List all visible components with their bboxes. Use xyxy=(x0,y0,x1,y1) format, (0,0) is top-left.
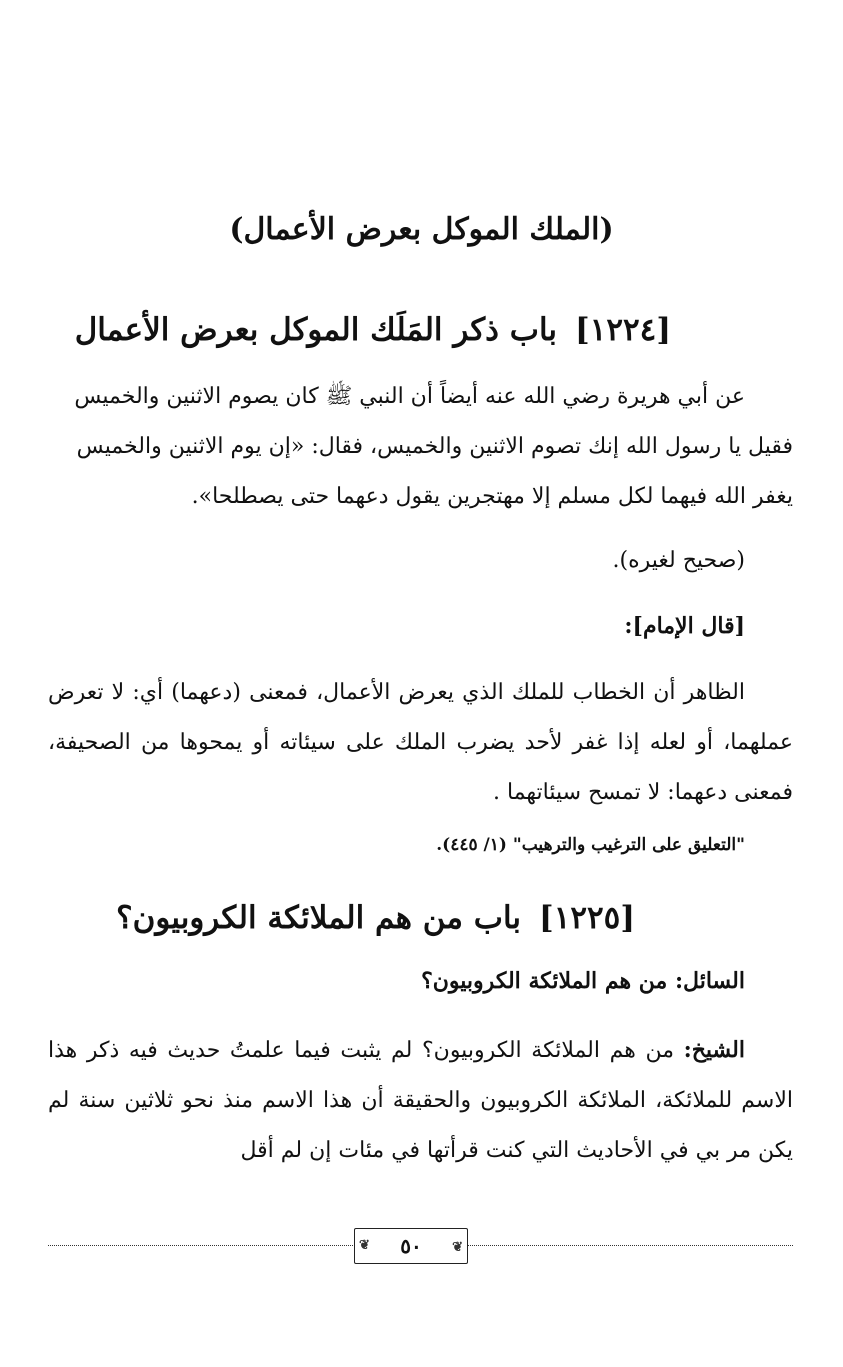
chapter-number: [١٢٢٥] xyxy=(539,900,635,936)
ornament-icon: ❦ xyxy=(359,1238,370,1253)
chapter-heading-1225 xyxy=(60,900,635,936)
page-footer xyxy=(48,1226,793,1266)
chapter-heading-1224 xyxy=(60,312,671,348)
answer-paragraph xyxy=(48,1025,793,1176)
chapter-title: باب ذكر المَلَك الموكل بعرض الأعمال xyxy=(74,312,558,348)
ornament-icon: ❦ xyxy=(452,1240,463,1255)
imam-explanation: الظاهر أن الخطاب للملك الذي يعرض الأعمال، فمعنى (دعهما) أي: لا تعرض عملهما، أو لعله إذا غفر لأحد يضرب الملك على سيئاته أو يمحوها من الصحيفة، فمعنى دعهما: لا تمسح سيئاتهما . xyxy=(48,680,793,805)
hadith-line: فقيل يا رسول الله إنك تصوم الاثنين والخميس، فقال: «إن يوم الاثنين والخميس xyxy=(76,434,793,459)
source-citation: "التعليق على الترغيب والترهيب" (١/ ٤٤٥). xyxy=(436,835,745,855)
answer-text: من هم الملائكة الكروبيون؟ لم يثبت فيما علمتُ حديث فيه ذكر هذا الاسم للملائكة، الملائكة الكروبيون والحقيقة أن هذا الاسم منذ نحو ثلاثين سنة لم يكن مر بي في الأحاديث التي كنت قرأتها في مئات إن لم أقل xyxy=(48,1038,793,1163)
section-title: (الملك الموكل بعرض الأعمال) xyxy=(229,212,614,247)
hadith-line: يغفر الله فيهما لكل مسلم إلا مهتجرين يقول دعهما حتى يصطلحا». xyxy=(191,484,793,509)
question-text: من هم الملائكة الكروبيون؟ xyxy=(421,968,668,994)
hadith-grade: (صحيح لغيره). xyxy=(612,548,745,573)
chapter-title: باب من هم الملائكة الكروبيون؟ xyxy=(116,900,522,936)
imam-label: [قال الإمام]: xyxy=(624,613,745,639)
hadith-text xyxy=(48,372,793,522)
answer-label: الشيخ: xyxy=(683,1037,745,1063)
chapter-number: [١٢٢٤] xyxy=(575,312,671,348)
hadith-line: عن أبي هريرة رضي الله عنه أيضاً أن النبي ﷺ كان يصوم الاثنين والخميس xyxy=(74,384,745,409)
page-number: ٥٠ xyxy=(400,1234,422,1258)
question xyxy=(421,968,745,994)
page-number-box xyxy=(354,1228,468,1264)
question-label: السائل: xyxy=(674,968,745,994)
